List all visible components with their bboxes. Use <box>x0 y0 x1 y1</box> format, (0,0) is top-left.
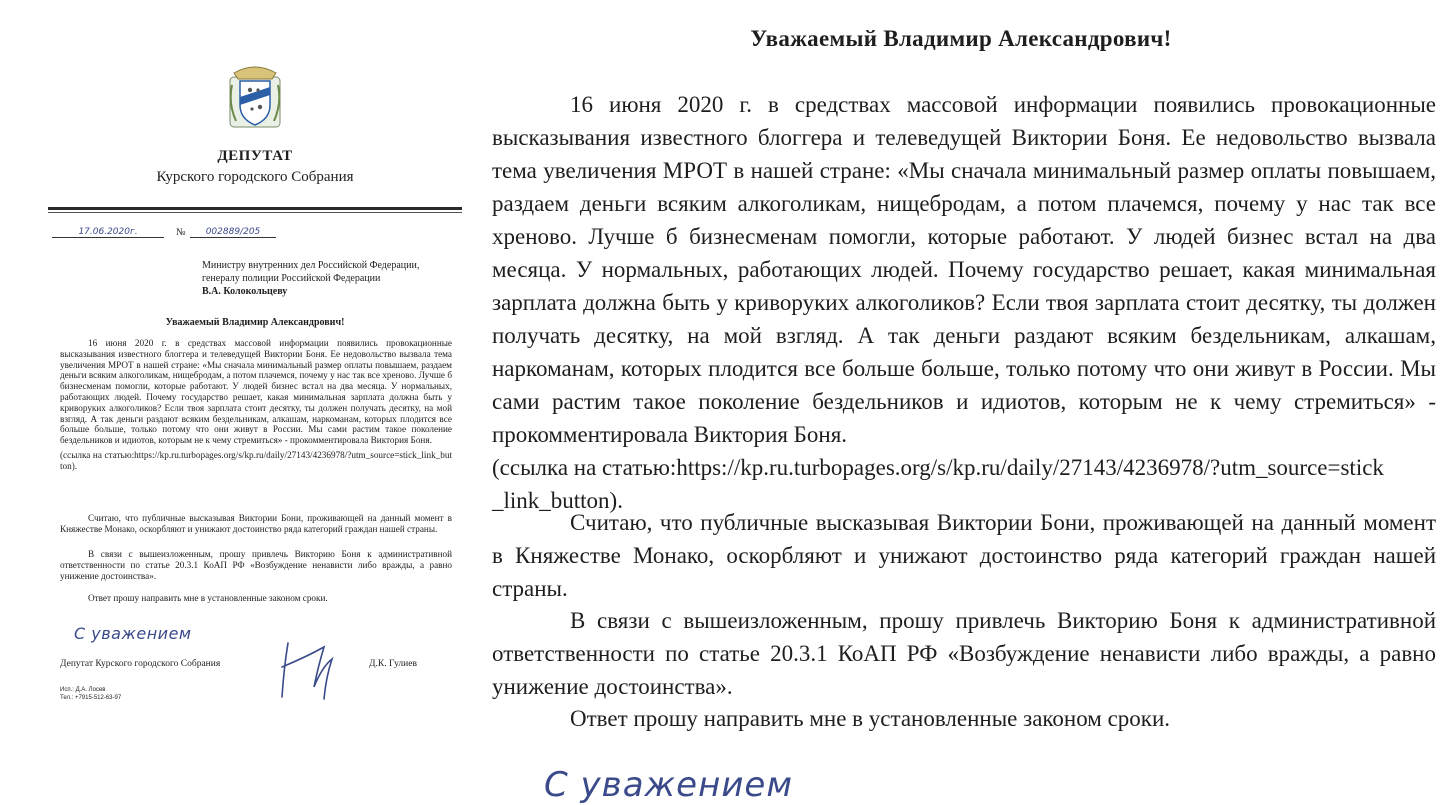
zoom-greeting: Уважаемый Владимир Александрович! <box>750 26 1172 51</box>
zoomed-fragment <box>488 0 1434 805</box>
coat-of-arms-icon <box>228 63 282 129</box>
signature-icon <box>266 637 346 703</box>
addressee-line-1: Министру внутренних дел Российской Федерации, <box>202 260 420 271</box>
letter-paragraph-text: Считаю, что публичные высказывая Виктории Бони, проживающей на данный момент в Княжестве Монако, оскорбляют и унижают достоинство ряда категорий граждан нашей страны. <box>60 513 452 534</box>
addressee-line-2: генералу полиции Российской Федерации <box>202 273 381 284</box>
zoom-handwritten-closing: С уважением <box>544 765 793 805</box>
letterhead-rule <box>48 207 462 210</box>
article-link: (ссылка на статью:https://kp.ru.turbopages.org/s/kp.ru/daily/27143/4236978/?utm_source=stick_link_button). <box>60 449 452 471</box>
letter-page <box>40 55 470 735</box>
zoom-paragraph-text: 16 июня 2020 г. в средствах массовой информации появились провокационные высказывания известного блоггера и телеведущей Виктории Боня. Ее недовольство вызвала тема увеличения МРОТ в нашей стране: «Мы сначала минимальный размер оплаты повышаем, раздаем деньги всяким алкоголикам, нищебродам, а потом плачемся, почему у нас так все хреново. Лучше б бизнесменам помогли, которые работают. У людей бизнес встал на два месяца. У нормальных, работающих людей. Почему государство решает, какая минимальная зарплата должна быть у криворуких алкоголиков? Если твоя зарплата стоит десятку, ты должен получать десятку, на мой взгляд. А так деньги раздают всяким бездельникам, алкашам, наркоманам, которых плодится все больше больше, только потому что они живут в России. Мы сами растим такое поколение бездельников и идиотов, которым не к чему стремиться» - прокомментировала Виктория Боня. <box>492 92 1436 447</box>
letter-paragraph-text: В связи с вышеизложенным, прошу привлечь Викторию Боня к административной ответственности по статье 20.3.1 КоАП РФ «Возбуждение ненависти либо вражды, а равно унижение достоинства». <box>60 549 452 581</box>
letter-paragraph-text: 16 июня 2020 г. в средствах массовой информации появились провокационные высказывания известного блоггера и телеведущей Виктории Боня. Ее недовольство вызвала тема увеличения МРОТ в нашей стране: «Мы сначала минимальный размер оплаты повышаем, раздаем деньги всяким алкоголикам, нищебродам, а потом плачемся, почему у нас так все хреново. Лучше б бизнесменам помогли, которые работают. У людей бизнес встал на два месяца. У нормальных, работающих людей. Почему государство решает, какая минимальная зарплата должна быть у криворуких алкоголиков? Если твоя зарплата стоит десятку, ты должен получать десятку, на мой взгляд. А так деньги раздают всяким бездельникам, алкашам, наркоманам, которых плодится все больше больше, только потому что они живут в России. Мы сами растим такое поколение бездельников и идиотов, которым не к чему стремиться» - прокомментировала Виктория Боня. <box>60 338 452 446</box>
letter-paragraph-text: Ответ прошу направить мне в установленные законом сроки. <box>88 593 328 603</box>
registration-number: 002889/205 <box>190 227 276 238</box>
letter-paragraph-3 <box>60 549 452 581</box>
zoom-paragraph-text: Считаю, что публичные высказывая Виктории Бони, проживающей на данный момент в Княжестве Монако, оскорбляют и унижают достоинство ряда категорий граждан нашей страны. <box>492 510 1436 601</box>
zoom-paragraph-text: Ответ прошу направить мне в установленные законом сроки. <box>570 706 1171 731</box>
letterhead-title: ДЕПУТАТ <box>217 148 293 164</box>
zoom-paragraph-3 <box>492 604 1436 703</box>
zoom-link-line-2: _link_button). <box>492 488 623 513</box>
letter-greeting: Уважаемый Владимир Александрович! <box>165 317 345 328</box>
letterhead-rule-thin <box>48 212 462 213</box>
zoom-paragraph-text: В связи с вышеизложенным, прошу привлечь Викторию Боня к административной ответственности по статье 20.3.1 КоАП РФ «Возбуждение ненависти либо вражды, а равно унижение достоинства». <box>492 608 1436 699</box>
letter-paragraph-4 <box>60 593 452 604</box>
letterhead-subtitle: Курского городского Собрания <box>156 169 354 185</box>
zoom-paragraph-2 <box>492 506 1436 605</box>
handwritten-closing: С уважением <box>74 624 192 643</box>
executor-phone: Тел.: +7915-512-63-97 <box>60 695 122 701</box>
addressee-name: В.А. Колокольцеву <box>202 286 288 297</box>
registration-date: 17.06.2020г. <box>52 227 164 238</box>
signatory-role: Депутат Курского городского Собрания <box>60 659 221 669</box>
signatory-name: Д.К. Гулиев <box>369 659 417 669</box>
zoom-link-line-1: (ссылка на статью:https://kp.ru.turbopages.org/s/kp.ru/daily/27143/4236978/?utm_source=stick <box>492 455 1384 480</box>
zoom-paragraph-4 <box>492 702 1436 735</box>
executor-name: Исп.: Д.А. Лосев <box>60 687 106 693</box>
letter-paragraph-2 <box>60 513 452 535</box>
letter-paragraph-1 <box>60 338 452 472</box>
zoom-paragraph-1 <box>492 88 1436 517</box>
registration-number-label: № <box>176 227 186 238</box>
